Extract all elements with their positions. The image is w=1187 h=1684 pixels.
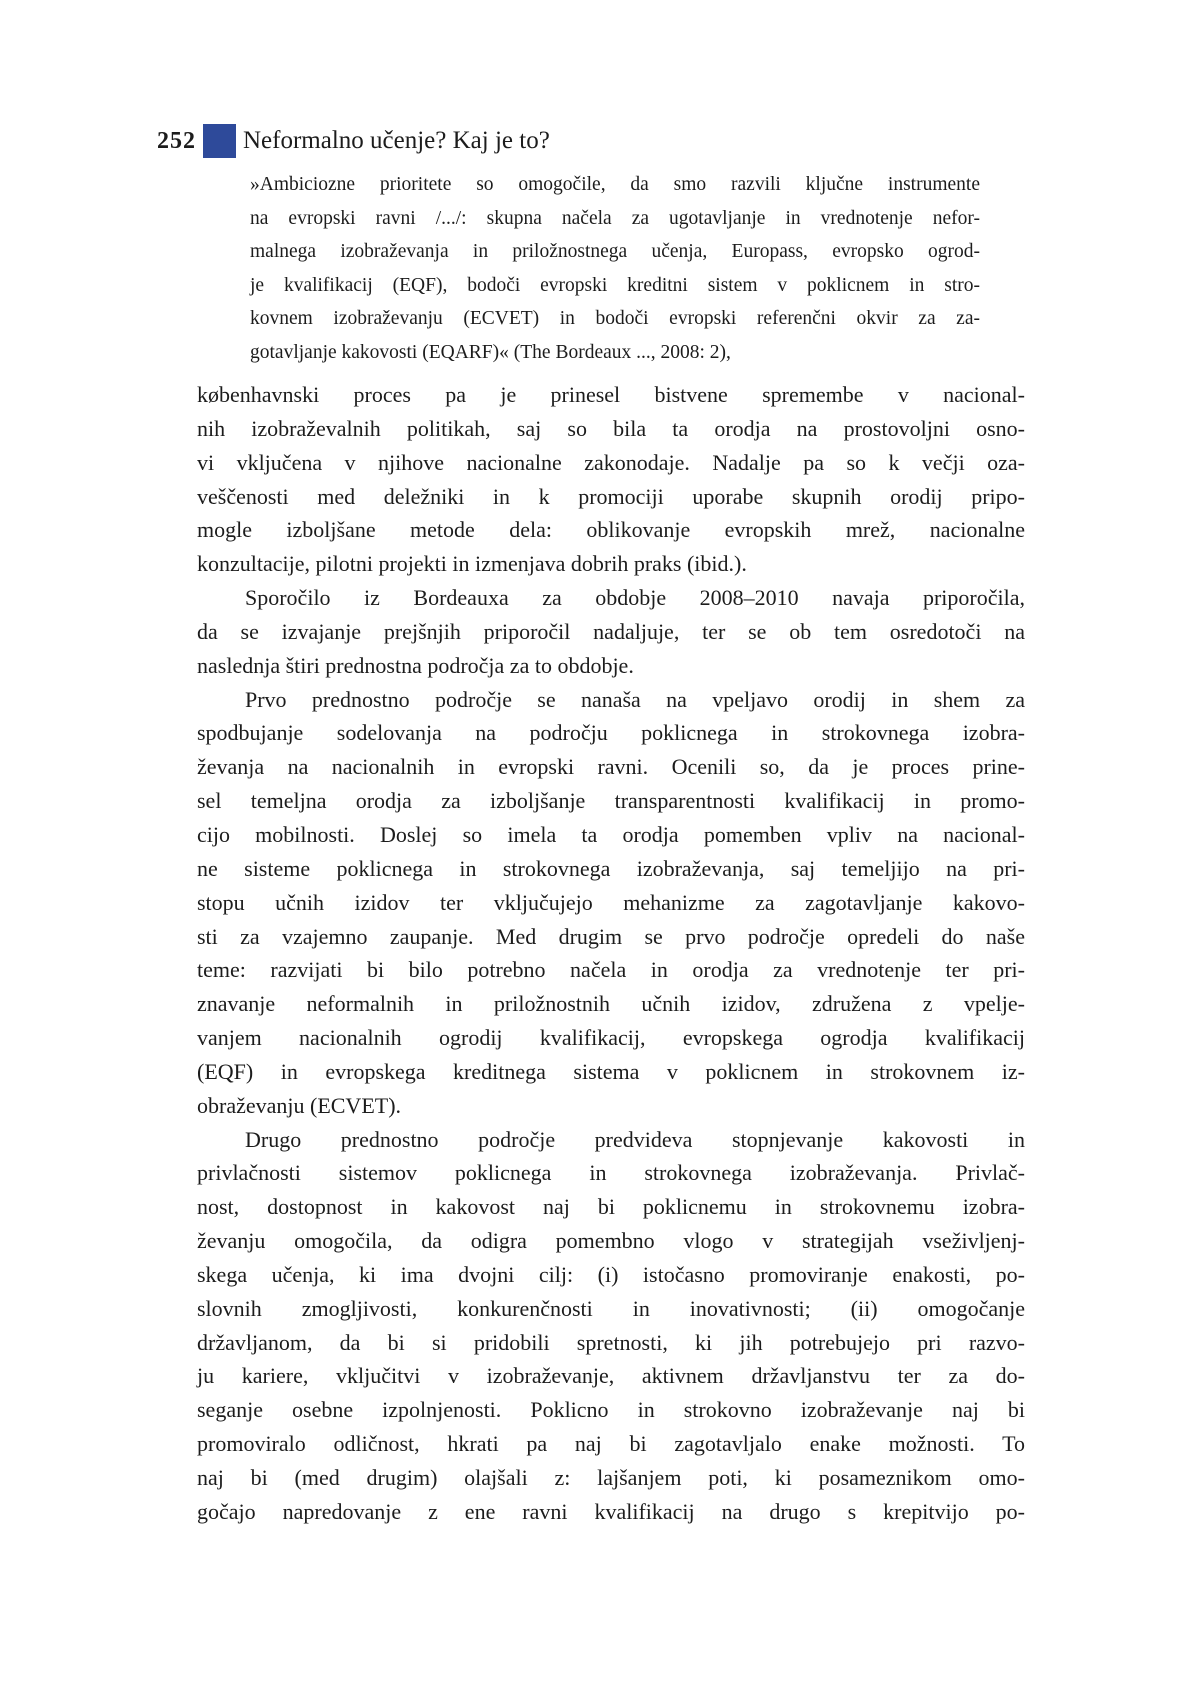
text-line: je kvalifikacij (EQF), bodoči evropski kreditni sistem v poklicnem in stro- [250,274,980,296]
paragraph [197,581,1025,683]
text-line: sti za vzajemno zaupanje. Med drugim se prvo področje opredeli do naše [197,923,1025,949]
text-line: seganje osebne izpolnjenosti. Poklicno in strokovno izobraževanje naj bi [197,1397,1025,1423]
text-line: znavanje neformalnih in priložnostnih učnih izidov, združena z vpelje- [197,991,1025,1017]
text-line: promoviralo odličnost, hkrati pa naj bi zagotavljalo enake možnosti. To [197,1431,1025,1457]
text-line: sel temeljna orodja za izboljšanje transparentnosti kvalifikacij in promo- [197,788,1025,814]
section-marker-square-icon [203,124,236,158]
text-line: nost, dostopnost in kakovost naj bi poklicnemu in strokovnemu izobra- [197,1194,1025,1220]
body-text [197,378,1025,1529]
text-line: kovnem izobraževanju (ECVET) in bodoči evropski referenčni okvir za za- [250,308,980,329]
text-line: teme: razvijati bi bilo potrebno načela in orodja za vrednotenje ter pri- [197,957,1025,983]
page-number: 252 [157,128,196,154]
text-line: stopu učnih izidov ter vključujejo mehanizme za zagotavljanje kakovo- [197,889,1025,915]
paragraph [197,1123,1025,1529]
text-line: ževanju omogočila, da odigra pomembno vlogo v strategijah vseživljenj- [197,1228,1025,1254]
text-line: spodbujanje sodelovanja na področju poklicnega in strokovnega izobra- [197,720,1025,746]
text-line: na evropski ravni /.../: skupna načela za ugotavljanje in vrednotenje nefor- [250,207,980,229]
text-line: cijo mobilnosti. Doslej so imela ta orodja pomemben vpliv na nacional- [197,821,1025,847]
text-line: naslednja štiri prednostna področja za to obdobje. [197,652,634,678]
paragraph [250,168,980,369]
text-line: »Ambiciozne prioritete so omogočile, da smo razvili ključne instrumente [250,174,980,195]
text-line: slovnih zmogljivosti, konkurenčnosti in inovativnosti; (ii) omogočanje [197,1295,1025,1321]
text-line: vanjem nacionalnih ogrodij kvalifikacij, evropskega ogrodja kvalifikacij [197,1025,1025,1051]
text-line: ževanja na nacionalnih in evropski ravni. Ocenili so, da je proces prine- [197,754,1025,780]
text-line: konzultacije, pilotni projekti in izmenjava dobrih praks (ibid.). [197,551,747,577]
text-line: mogle izboljšane metode dela: oblikovanje evropskih mrež, nacionalne [197,517,1025,543]
paragraph [197,378,1025,581]
text-line: københavnski proces pa je prinesel bistvene spremembe v nacional- [197,382,1025,407]
text-line: obraževanju (ECVET). [197,1092,402,1118]
paragraph [197,683,1025,1123]
text-line: skega učenja, ki ima dvojni cilj: (i) istočasno promoviranje enakosti, po- [197,1261,1025,1287]
running-header-title: Neformalno učenje? Kaj je to? [243,127,550,154]
text-line: gotavljanje kakovosti (EQARF)« (The Bordeaux ..., 2008: 2), [250,341,731,363]
text-line: da se izvajanje prejšnjih priporočil nadaljuje, ter se ob tem osredotoči na [197,618,1025,644]
text-line: vi vključena v njihove nacionalne zakonodaje. Nadalje pa so k večji oza- [197,449,1025,475]
block-quote [250,168,980,369]
text-line: ju kariere, vključitvi v izobraževanje, aktivnem državljanstvu ter za do- [197,1363,1025,1389]
text-line: naj bi (med drugim) olajšali z: lajšanjem poti, ki posameznikom omo- [197,1465,1025,1490]
text-line: privlačnosti sistemov poklicnega in strokovnega izobraževanja. Privlač- [197,1160,1025,1186]
text-line: ne sisteme poklicnega in strokovnega izobraževanja, saj temeljijo na pri- [197,855,1025,881]
text-line: Drugo prednostno področje predvideva stopnjevanje kakovosti in [245,1126,1025,1152]
text-line: malnega izobraževanja in priložnostnega učenja, Europass, evropsko ogrod- [250,241,980,262]
text-line: Prvo prednostno področje se nanaša na vpeljavo orodij in shem za [245,686,1025,712]
text-line: (EQF) in evropskega kreditnega sistema v poklicnem in strokovnem iz- [197,1058,1025,1084]
text-line: nih izobraževalnih politikah, saj so bila ta orodja na prostovoljni osno- [197,415,1025,441]
text-line: veščenosti med deležniki in k promociji uporabe skupnih orodij pripo- [197,483,1025,509]
text-line: gočajo napredovanje z ene ravni kvalifikacij na drugo s krepitvijo po- [197,1498,1025,1524]
text-line: državljanom, da bi si pridobili spretnosti, ki jih potrebujejo pri razvo- [197,1329,1025,1355]
text-line: Sporočilo iz Bordeauxa za obdobje 2008–2010 navaja priporočila, [245,585,1025,611]
